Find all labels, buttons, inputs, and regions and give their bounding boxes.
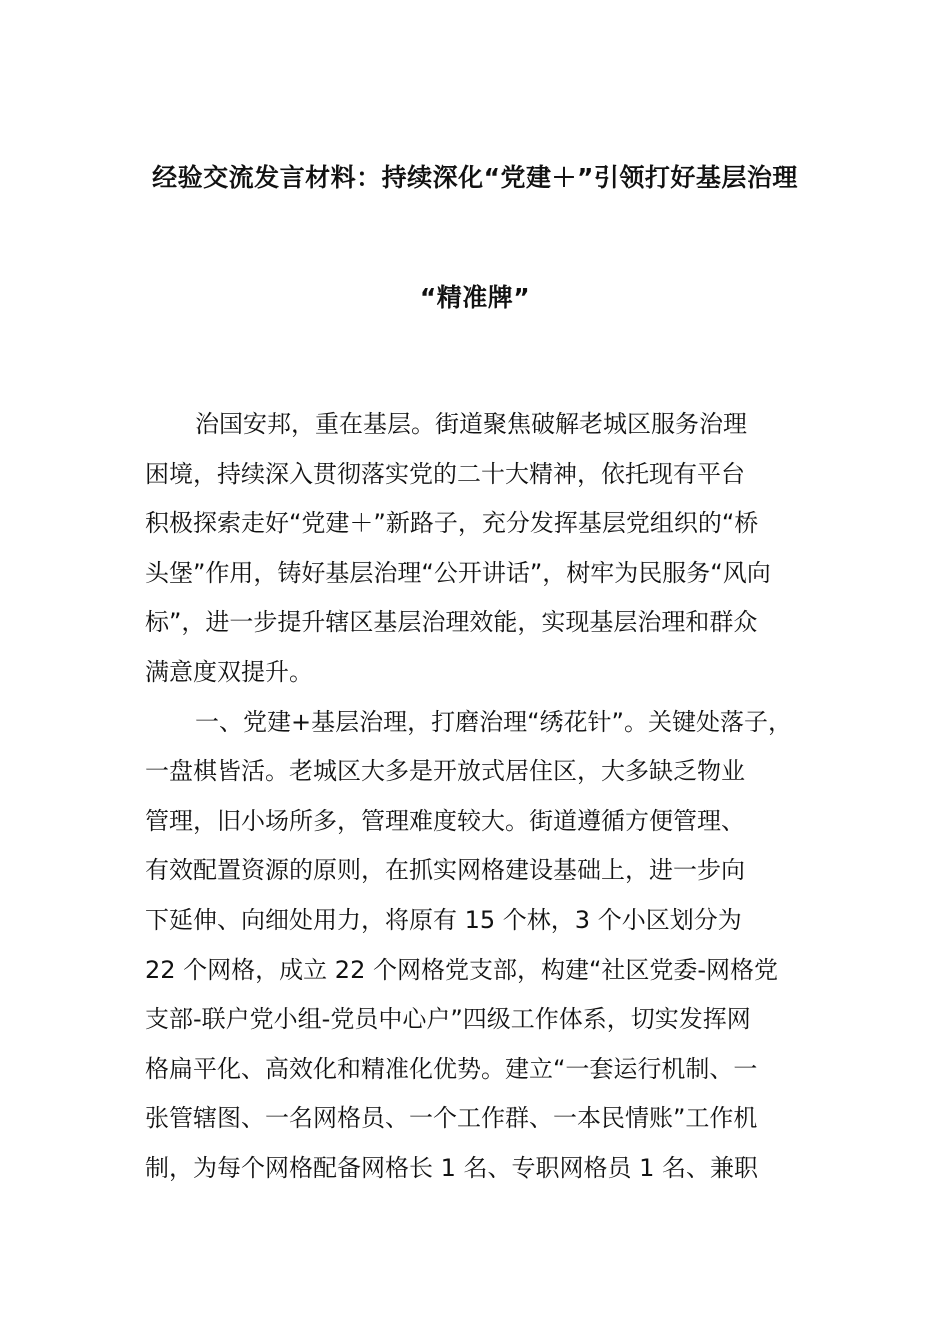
paragraph-line: 张管辖图、一名网格员、一个工作群、一本民情账”工作机 xyxy=(145,1104,758,1133)
paragraph-line: 22 个网格，成立 22 个网格党支部，构建“社区党委-网格党 xyxy=(145,955,779,984)
paragraph-line: 制，为每个网格配备网格长 1 名、专职网格员 1 名、兼职 xyxy=(145,1153,759,1182)
paragraph-line: 头堡”作用，铸好基层治理“公开讲话”，树牢为民服务“风向 xyxy=(145,558,771,587)
paragraph-line: 下延伸、向细处用力，将原有 15 个林，3 个小区划分为 xyxy=(145,905,742,934)
paragraph-line: 管理，旧小场所多，管理难度较大。街道遵循方便管理、 xyxy=(145,806,745,835)
paragraph-line: 满意度双提升。 xyxy=(145,657,313,686)
paragraph-line: 一盘棋皆活。老城区大多是开放式居住区，大多缺乏物业 xyxy=(145,757,745,786)
paragraph-section-one xyxy=(145,698,805,1194)
document-title-line-2: “精准牌” xyxy=(419,283,531,312)
paragraph-line: 一、党建+基层治理，打磨治理“绣花针”。关键处落子， xyxy=(195,707,792,736)
document-title-line-1: 经验交流发言材料：持续深化“党建＋”引领打好基层治理 xyxy=(152,163,798,192)
paragraph-line: 支部-联户党小组-党员中心户”四级工作体系，切实发挥网 xyxy=(145,1005,751,1034)
paragraph-line: 治国安邦，重在基层。街道聚焦破解老城区服务治理 xyxy=(195,410,747,438)
paragraph-line: 格扁平化、高效化和精准化优势。建立“一套运行机制、一 xyxy=(145,1054,758,1083)
paragraph-line: 有效配置资源的原则，在抓实网格建设基础上，进一步向 xyxy=(145,856,745,885)
paragraph-line: 积极探索走好“党建＋”新路子，充分发挥基层党组织的“桥 xyxy=(145,509,759,538)
document-body xyxy=(145,400,805,1194)
paragraph-intro xyxy=(145,400,805,698)
paragraph-line: 标”，进一步提升辖区基层治理效能，实现基层治理和群众 xyxy=(145,608,758,637)
paragraph-line: 困境，持续深入贯彻落实党的二十大精神，依托现有平台 xyxy=(145,459,745,488)
